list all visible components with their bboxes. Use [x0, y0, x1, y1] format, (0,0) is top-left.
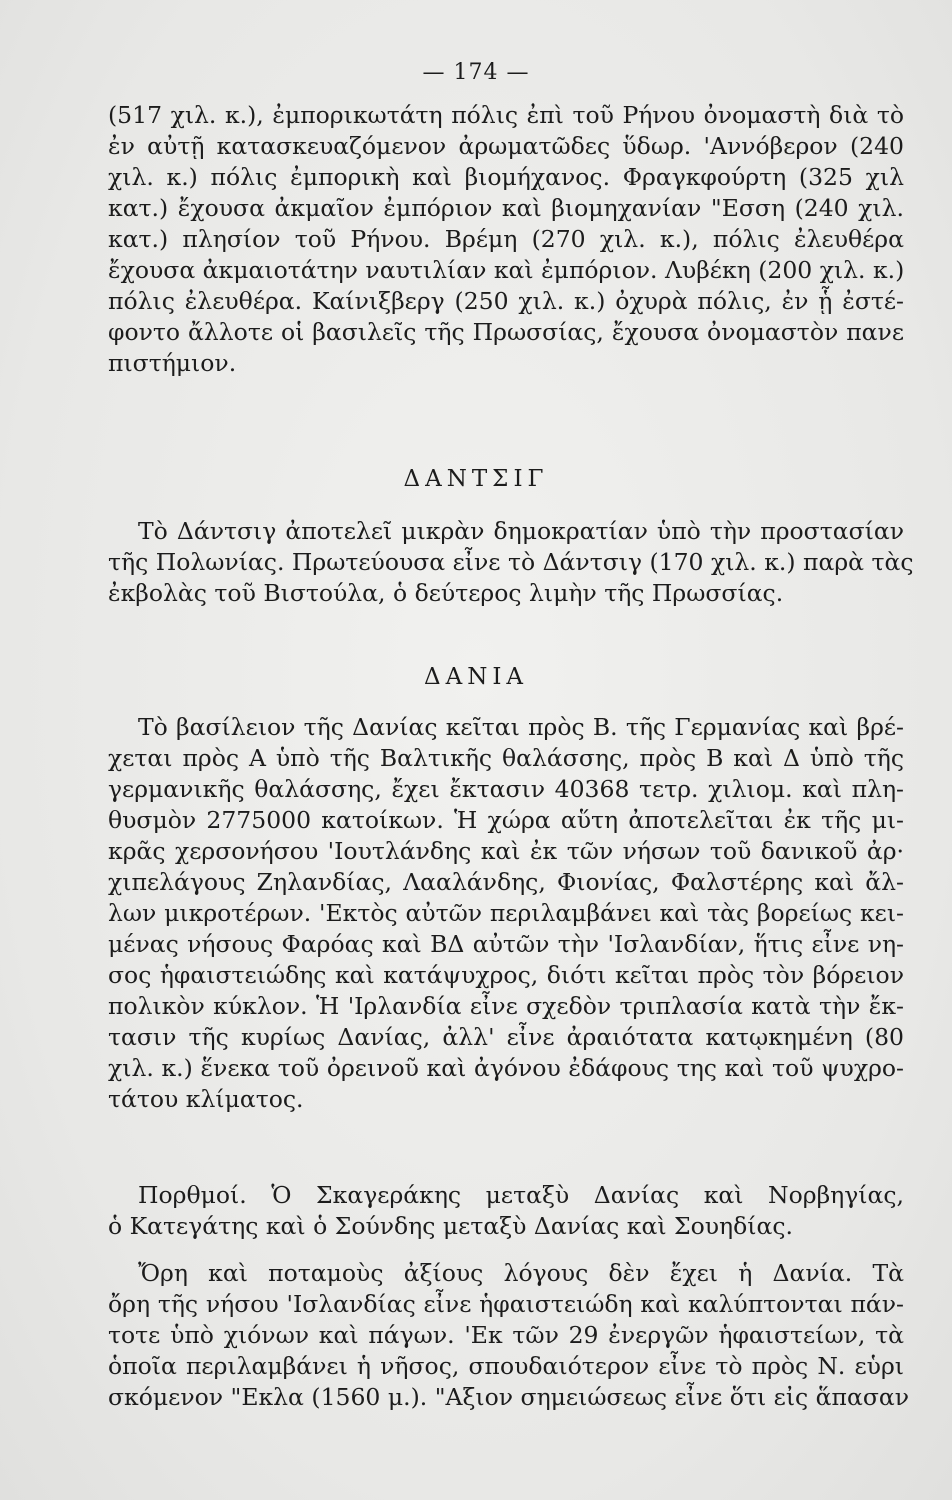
text-line: Τὸ βασίλειον τῆς Δανίας κεῖται πρὸς Β. τῆς Γερμανίας καὶ βρέ-: [138, 713, 904, 741]
text-line: κρᾶς χερσονήσου 'Ιουτλάνδης καὶ ἐκ τῶν νήσων τοῦ δανικοῦ ἀρ·: [108, 837, 904, 865]
text-line: γερμανικῆς θαλάσσης, ἔχει ἔκτασιν 40368 τετρ. χιλιομ. καὶ πλη-: [108, 775, 904, 803]
text-line: λων μικροτέρων. 'Εκτὸς αὐτῶν περιλαμβάνει καὶ τὰς βορείως κει-: [108, 899, 904, 927]
danzig-paragraph: [108, 516, 914, 609]
text-line: ὁποῖα περιλαμβάνει ἡ νῆσος, σπουδαιότερον εἶνε τὸ πρὸς Ν. εὑρι: [108, 1352, 904, 1380]
page-number: — 174 —: [422, 60, 530, 85]
section-heading-denmark: ΔΑΝΙΑ: [423, 664, 529, 690]
section-heading-danzig: ΔΑΝΤΣΙΓ: [403, 466, 549, 492]
text-line: φοντο ἄλλοτε οἱ βασιλεῖς τῆς Πρωσσίας, ἔχουσα ὀνομαστὸν πανε: [108, 318, 904, 346]
text-line: ἐν αὐτῇ κατασκευαζόμενον ἀρωματῶδες ὕδωρ. 'Αννόβερον (240: [108, 132, 904, 160]
text-line: μένας νήσους Φαρόας καὶ ΒΔ αὐτῶν τὴν 'Ισλανδίαν, ἥτις εἶνε νη-: [108, 930, 904, 958]
text-line: πιστήμιον.: [108, 349, 237, 377]
text-line: ἐκβολὰς τοῦ Βιστούλα, ὁ δεύτερος λιμὴν τῆς Πρωσσίας.: [108, 579, 784, 607]
text-line: κατ.) πλησίον τοῦ Ρήνου. Βρέμη (270 χιλ. κ.), πόλις ἐλευθέρα: [108, 225, 904, 253]
text-line: ὄρη τῆς νήσου 'Ισλανδίας εἶνε ἡφαιστειώδη καὶ καλύπτονται πάν-: [108, 1290, 904, 1318]
text-line: Ὄρη καὶ ποταμοὺς ἀξίους λόγους δὲν ἔχει ἡ Δανία. Τὰ: [138, 1259, 904, 1287]
text-line: κατ.) ἔχουσα ἀκμαῖον ἐμπόριον καὶ βιομηχανίαν "Εσση (240 χιλ.: [108, 194, 904, 222]
text-line: τοτε ὑπὸ χιόνων καὶ πάγων. 'Εκ τῶν 29 ἐνεργῶν ἡφαιστείων, τὰ: [108, 1321, 904, 1349]
text-line: Πορθμοί. Ὁ Σκαγεράκης μεταξὺ Δανίας καὶ Νορβηγίας,: [138, 1181, 904, 1209]
text-line: θυσμὸν 2775000 κατοίκων. Ἡ χώρα αὕτη ἀποτελεῖται ἐκ τῆς μι-: [108, 806, 904, 834]
text-line: Τὸ Δάντσιγ ἀποτελεῖ μικρὰν δημοκρατίαν ὑπὸ τὴν προστασίαν: [138, 517, 904, 545]
text-line: χιπελάγους Ζηλανδίας, Λααλάνδης, Φιονίας, Φαλστέρης καὶ ἄλ-: [108, 868, 904, 896]
text-line: τάτου κλίματος.: [108, 1085, 304, 1113]
text-line: ὁ Κατεγάτης καὶ ὁ Σούνδης μεταξὺ Δανίας καὶ Σουηδίας.: [108, 1212, 793, 1240]
straits-paragraph: [108, 1180, 904, 1242]
text-line: (517 χιλ. κ.), ἐμπορικωτάτη πόλις ἐπὶ τοῦ Ρήνου ὀνομαστὴ διὰ τὸ: [108, 101, 904, 129]
text-line: ἔχουσα ἀκμαιοτάτην ναυτιλίαν καὶ ἐμπόριον. Λυβέκη (200 χιλ. κ.): [108, 256, 905, 284]
text-line: πολικὸν κύκλον. Ἡ 'Ιρλανδία εἶνε σχεδὸν τριπλασία κατὰ τὴν ἔκ-: [108, 992, 904, 1020]
text-line: σος ἡφαιστειώδης καὶ κατάψυχρος, διότι κεῖται πρὸς τὸν βόρειον: [108, 961, 904, 989]
mountains-paragraph: [108, 1258, 910, 1413]
denmark-paragraph: [108, 712, 904, 1115]
text-line: χιλ. κ.) πόλις ἐμπορικὴ καὶ βιομήχανος. Φραγκφούρτη (325 χιλ: [108, 163, 904, 191]
text-line: τῆς Πολωνίας. Πρωτεύουσα εἶνε τὸ Δάντσιγ (170 χιλ. κ.) παρὰ τὰς: [108, 548, 914, 576]
intro-paragraph: [108, 100, 904, 379]
text-line: τασιν τῆς κυρίως Δανίας, ἀλλ' εἶνε ἀραιότατα κατῳκημένη (80: [108, 1023, 904, 1051]
text-line: σκόμενον "Εκλα (1560 μ.). "Αξιον σημειώσεως εἶνε ὅτι εἰς ἅπασαν: [108, 1383, 910, 1411]
text-line: χεται πρὸς Α ὑπὸ τῆς Βαλτικῆς θαλάσσης, πρὸς Β καὶ Δ ὑπὸ τῆς: [108, 744, 904, 772]
text-line: πόλις ἐλευθέρα. Καίνιξβεργ (250 χιλ. κ.) ὀχυρὰ πόλις, ἐν ᾗ ἐστέ-: [108, 287, 904, 315]
text-line: χιλ. κ.) ἕνεκα τοῦ ὀρεινοῦ καὶ ἀγόνου ἐδάφους της καὶ τοῦ ψυχρο-: [108, 1054, 904, 1082]
